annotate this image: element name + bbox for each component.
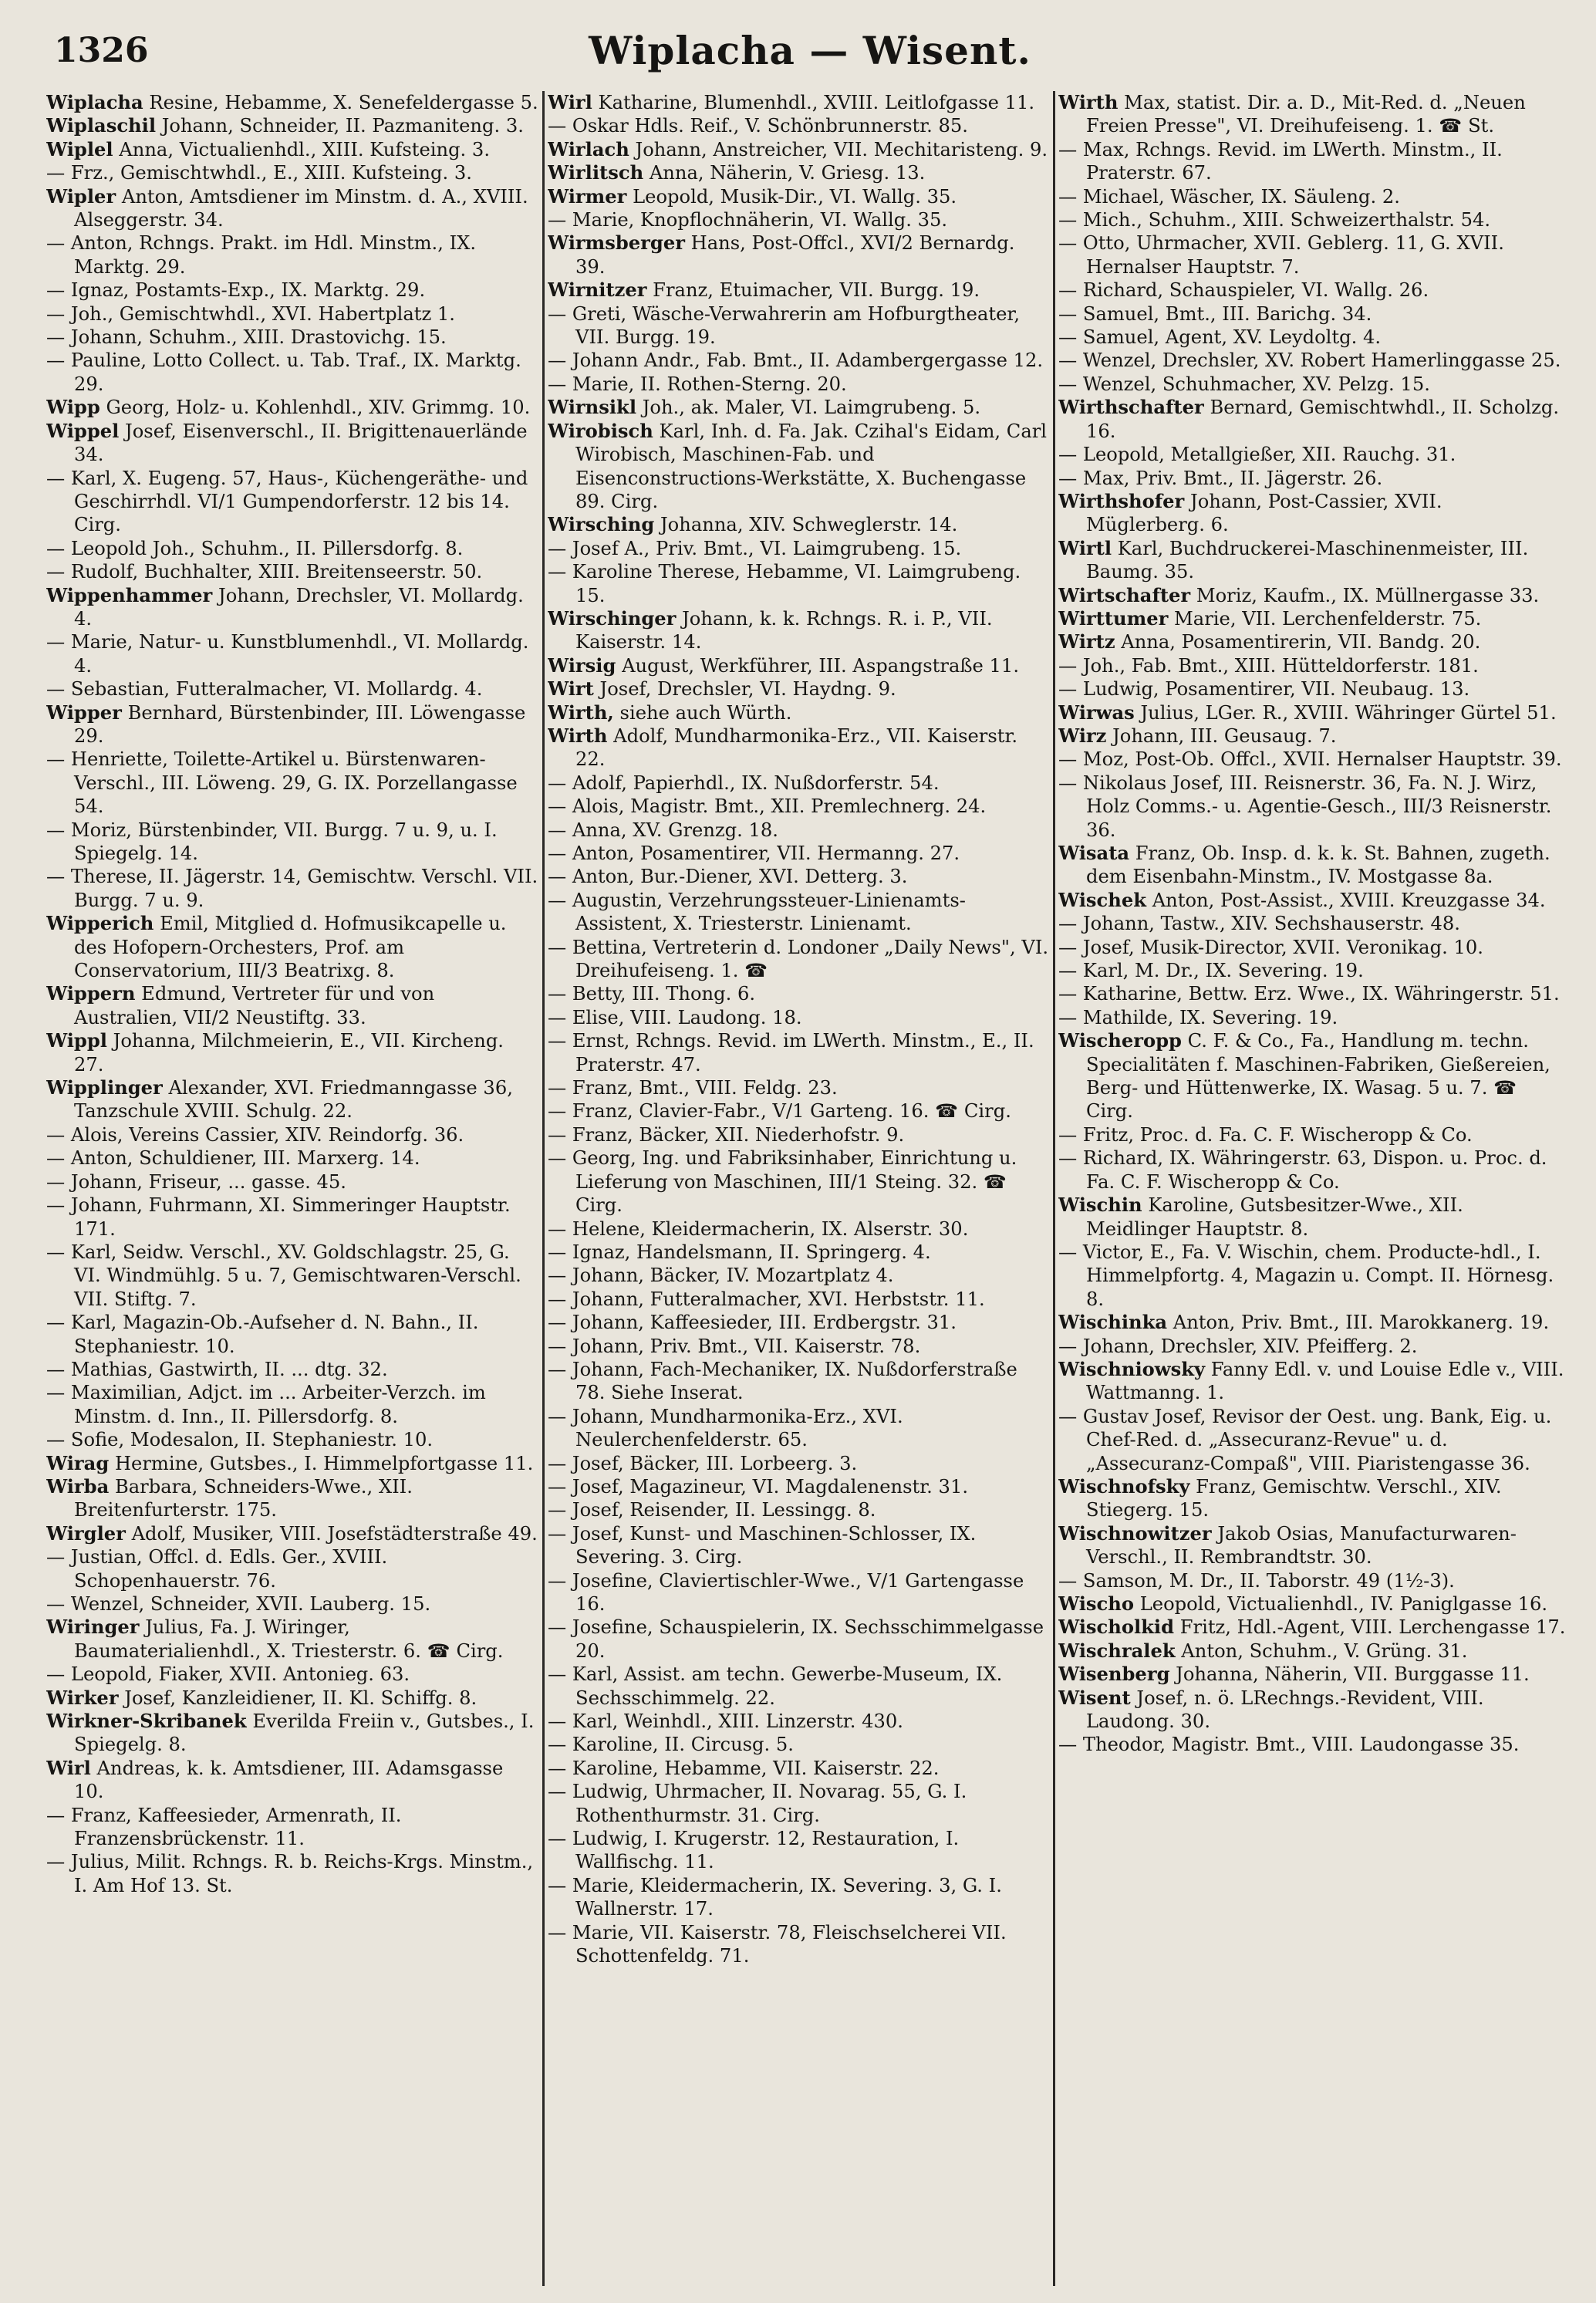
directory-entry: — Marie, VII. Kaiserstr. 78, Fleischselcherei VII. Schottenfeldg. 71. (548, 1921, 1007, 1967)
entry-surname: Wirker (46, 1686, 119, 1709)
directory-entry: Wirnsikl Joh., ak. Maler, VI. Laimgrubeng. 5. (548, 396, 981, 419)
directory-entry: Wischolkid Fritz, Hdl.-Agent, VIII. Lerchengasse 17. (1058, 1616, 1566, 1639)
directory-entry: — Josef, Kunst- und Maschinen-Schlosser, IX. Severing. 3. Cirg. (548, 1522, 977, 1569)
directory-entry: — Nikolaus Josef, III. Reisnerstr. 36, Fa. N. J. Wirz, Holz Comms.- u. Agentie-Gesch., III/3 Reisnerstr. 36. (1058, 772, 1552, 841)
directory-entry: Wipper Bernhard, Bürstenbinder, III. Löwengasse 29. (46, 701, 526, 747)
entry-surname: Wirl (548, 91, 592, 113)
directory-entry: Wischek Anton, Post-Assist., XVIII. Kreuzgasse 34. (1058, 888, 1546, 911)
directory-entry: — Julius, Milit. Rchngs. R. b. Reichs-Krgs. Minstm., I. Am Hof 13. St. (46, 1851, 534, 1896)
entry-surname: Wippl (46, 1029, 107, 1052)
directory-entry: Wirobisch Karl, Inh. d. Fa. Jak. Czihal's Eidam, Carl Wirobisch, Maschinen-Fab. und Eisenconstructions-Werkstätte, X. Buchengasse 89. Cirg. (548, 419, 1048, 512)
directory-entry: Wirmer Leopold, Musik-Dir., VI. Wallg. 35. (548, 184, 957, 208)
directory-entry: — Richard, IX. Währingerstr. 63, Dispon. u. Proc. d. Fa. C. F. Wischeropp & Co. (1058, 1147, 1547, 1193)
entry-surname: Wischniowsky (1058, 1357, 1206, 1380)
entry-surname: Wippern (46, 982, 136, 1005)
entry-surname: Wipp (46, 396, 100, 419)
directory-entry: — Anna, XV. Grenzg. 18. (548, 819, 778, 841)
directory-entry: — Karl, M. Dr., IX. Severing. 19. (1058, 960, 1364, 982)
directory-entry: — Anton, Schuldiener, III. Marxerg. 14. (46, 1147, 420, 1170)
directory-entry: — Karl, Weinhdl., XIII. Linzerstr. 430. (548, 1710, 903, 1733)
directory-entry: — Gustav Josef, Revisor der Oest. ung. Bank, Eig. u. Chef-Red. d. „Assecuranz-Revue" u. d. „Assecuranz-Compaß", VIII. Piaristengasse 36. (1058, 1405, 1552, 1474)
directory-entry: Wippl Johanna, Milchmeierin, E., VII. Kircheng. 27. (46, 1029, 504, 1076)
entry-surname: Wirnitzer (548, 279, 647, 302)
directory-entry: — Leopold, Metallgießer, XII. Rauchg. 31. (1058, 444, 1456, 466)
entry-surname: Wirschinger (548, 606, 677, 630)
entry-surname: Wischek (1058, 888, 1147, 911)
directory-entry: — Mathilde, IX. Severing. 19. (1058, 1006, 1338, 1028)
entry-surname: Wirthschafter (1058, 396, 1204, 419)
entry-surname: Wirsching (548, 513, 655, 536)
directory-entry: — Marie, Natur- u. Kunstblumenhdl., VI. Mollardg. 4. (46, 631, 529, 677)
directory-entry: Wirnitzer Franz, Etuimacher, VII. Burgg. 19. (548, 279, 980, 302)
directory-entry: — Wenzel, Schuhmacher, XV. Pelzg. 15. (1058, 373, 1430, 395)
directory-entry: — Alois, Vereins Cassier, XIV. Reindorfg. 36. (46, 1123, 464, 1146)
entry-surname: Wirnsikl (548, 396, 637, 419)
directory-entry: — Frz., Gemischtwhdl., E., XIII. Kufsteing. 3. (46, 162, 472, 184)
directory-entry: — Franz, Clavier-Fabr., V/1 Garteng. 16. ☎ Cirg. (548, 1100, 1011, 1123)
directory-entry: Wipplinger Alexander, XVI. Friedmanngasse 36, Tanzschule XVIII. Schulg. 22. (46, 1076, 513, 1123)
directory-entry: — Karl, X. Eugeng. 57, Haus-, Küchengeräthe- und Geschirrhdl. VI/1 Gumpendorferstr. 12 bis 14. Cirg. (46, 467, 528, 536)
entry-surname: Wirkner-Skribanek (46, 1710, 247, 1733)
directory-entry: — Anton, Bur.-Diener, XVI. Detterg. 3. (548, 866, 908, 888)
directory-entry: — Richard, Schauspieler, VI. Wallg. 26. (1058, 279, 1429, 302)
directory-entry: — Katharine, Bettw. Erz. Wwe., IX. Währingerstr. 51. (1058, 983, 1560, 1005)
directory-entry: — Samson, M. Dr., II. Taborstr. 49 (1½-3). (1058, 1569, 1455, 1592)
directory-entry: Wirtschafter Moriz, Kaufm., IX. Müllnergasse 33. (1058, 583, 1540, 606)
directory-entry: — Helene, Kleidermacherin, IX. Alserstr. 30. (548, 1217, 969, 1240)
directory-entry: — Johann, Fuhrmann, XI. Simmeringer Hauptstr. 171. (46, 1194, 511, 1240)
directory-entry: — Marie, Kleidermacherin, IX. Severing. 3, G. I. Wallnerstr. 17. (548, 1874, 1002, 1920)
directory-columns (46, 91, 1566, 2286)
page-title: Wiplacha — Wisent. (589, 28, 1031, 73)
directory-entry: — Theodor, Magistr. Bmt., VIII. Laudongasse 35. (1058, 1734, 1520, 1756)
directory-entry: — Franz, Bmt., VIII. Feldg. 23. (548, 1077, 838, 1099)
directory-entry: Wiplaschil Johann, Schneider, II. Pazmaniteng. 3. (46, 114, 524, 137)
directory-entry: Wischeropp C. F. & Co., Fa., Handlung m. techn. Specialitäten f. Maschinen-Fabriken, Gießereien, Berg- und Hüttenwerke, IX. Wasag. 5 u. 7. ☎ Cirg. (1058, 1029, 1550, 1123)
directory-entry: Wippern Edmund, Vertreter für und von Australien, VII/2 Neustiftg. 33. (46, 982, 435, 1028)
directory-entry: Wipp Georg, Holz- u. Kohlenhdl., XIV. Grimmg. 10. (46, 396, 531, 419)
directory-entry: — Wenzel, Drechsler, XV. Robert Hamerlinggasse 25. (1058, 350, 1561, 372)
entry-surname: Wirba (46, 1474, 110, 1498)
entry-surname: Wirag (46, 1451, 110, 1474)
directory-entry: — Joh., Fab. Bmt., XIII. Hütteldorferstr. 181. (1058, 654, 1479, 677)
directory-entry: Wirth, siehe auch Würth. (548, 701, 792, 724)
directory-entry: — Johann, Drechsler, XIV. Pfeifferg. 2. (1058, 1335, 1418, 1357)
directory-entry: Wirl Andreas, k. k. Amtsdiener, III. Adamsgasse 10. (46, 1756, 504, 1803)
directory-entry: Wipler Anton, Amtsdiener im Minstm. d. A., XVIII. Alseggerstr. 34. (46, 184, 528, 231)
directory-entry: Wisent Josef, n. ö. LRechngs.-Revident, VIII. Laudong. 30. (1058, 1686, 1484, 1733)
directory-entry: Wippenhammer Johann, Drechsler, VI. Mollardg. 4. (46, 583, 524, 630)
directory-entry: — Augustin, Verzehrungssteuer-Linienamts-Assistent, X. Triesterstr. Linienamt. (548, 889, 966, 935)
entry-surname: Wipperich (46, 912, 154, 935)
entry-surname: Wiplaschil (46, 114, 157, 137)
directory-column-1 (46, 91, 538, 2286)
entry-surname: Wirl (46, 1756, 91, 1779)
entry-surname: Wiplel (46, 137, 113, 160)
entry-surname: Wirz (1058, 724, 1107, 747)
directory-entry: — Johann, Mundharmonika-Erz., XVI. Neulerchenfelderstr. 65. (548, 1405, 903, 1451)
directory-entry: Wirthschafter Bernard, Gemischtwhdl., II. Scholzg. 16. (1058, 396, 1560, 442)
entry-surname: Wirmer (548, 184, 627, 208)
entry-surname: Wirgler (46, 1521, 126, 1545)
entry-surname: Wipplinger (46, 1076, 163, 1099)
directory-entry: — Anton, Posamentirer, VII. Hermanng. 27. (548, 843, 960, 864)
entry-surname: Wirtz (1058, 630, 1115, 653)
entry-surname: Wirtschafter (1058, 583, 1191, 606)
directory-entry: — Therese, II. Jägerstr. 14, Gemischtw. Verschl. VII. Burgg. 7 u. 9. (46, 866, 538, 911)
entry-surname: Wirlach (548, 137, 629, 160)
directory-entry: Wirgler Adolf, Musiker, VIII. Josefstädterstraße 49. (46, 1521, 538, 1545)
directory-entry: — Anton, Rchngs. Prakt. im Hdl. Minstm., IX. Marktg. 29. (46, 232, 477, 278)
directory-entry: — Johann, Schuhm., XIII. Drastovichg. 15. (46, 326, 447, 349)
directory-entry: — Leopold, Fiaker, XVII. Antonieg. 63. (46, 1663, 410, 1686)
entry-surname: Wirttumer (1058, 606, 1169, 630)
directory-entry: — Victor, E., Fa. V. Wischin, chem. Producte-hdl., I. Himmelpfortg. 4, Magazin u. Compt. II. Hörnesg. 8. (1058, 1241, 1554, 1310)
entry-surname: Wirmsberger (548, 231, 685, 255)
directory-entry: — Ernst, Rchngs. Revid. im LWerth. Minstm., E., II. Praterstr. 47. (548, 1030, 1034, 1076)
directory-entry: Wischo Leopold, Victualienhdl., IV. Paniglgasse 16. (1058, 1592, 1548, 1615)
directory-entry: — Karl, Assist. am techn. Gewerbe-Museum, IX. Sechsschimmelg. 22. (548, 1663, 1003, 1709)
directory-entry: — Rudolf, Buchhalter, XIII. Breitenseerstr. 50. (46, 561, 483, 583)
entry-surname: Wipler (46, 184, 116, 208)
entry-surname: Wirtl (1058, 536, 1112, 559)
directory-entry: — Bettina, Vertreterin d. Londoner „Daily News", VI. Dreihufeiseng. 1. ☎ (548, 936, 1049, 982)
directory-entry: — Mich., Schuhm., XIII. Schweizerthalstr. 54. (1058, 209, 1491, 231)
entry-surname: Wisata (1058, 842, 1130, 864)
directory-entry: — Elise, VIII. Laudong. 18. (548, 1006, 802, 1028)
entry-surname: Wirth, (548, 701, 614, 724)
directory-entry: — Karl, Magazin-Ob.-Aufseher d. N. Bahn., II. Stephaniestr. 10. (46, 1312, 479, 1357)
directory-entry: Wisenberg Johanna, Näherin, VII. Burggasse 11. (1058, 1663, 1530, 1686)
directory-entry: Wirlitsch Anna, Näherin, V. Griesg. 13. (548, 161, 926, 184)
directory-entry: — Adolf, Papierhdl., IX. Nußdorferstr. 54. (548, 772, 940, 794)
directory-entry: Wiplel Anna, Victualienhdl., XIII. Kufsteing. 3. (46, 137, 491, 160)
entry-surname: Wischnowitzer (1058, 1521, 1212, 1545)
entry-surname: Wirth (548, 724, 608, 747)
directory-entry: Wirthshofer Johann, Post-Cassier, XVII. Müglerberg. 6. (1058, 489, 1442, 536)
directory-entry: Wirschinger Johann, k. k. Rchngs. R. i. P., VII. Kaiserstr. 14. (548, 606, 993, 653)
directory-entry: Wirt Josef, Drechsler, VI. Haydng. 9. (548, 677, 896, 701)
directory-entry: Wirlach Johann, Anstreicher, VII. Mechitaristeng. 9. (548, 137, 1048, 160)
directory-entry: Wischniowsky Fanny Edl. v. und Louise Edle v., VIII. Wattmanng. 1. (1058, 1357, 1564, 1404)
directory-entry: — Ignaz, Handelsmann, II. Springerg. 4. (548, 1241, 931, 1263)
directory-entry: — Otto, Uhrmacher, XVII. Geblerg. 11, G. XVII. Hernalser Hauptstr. 7. (1058, 232, 1504, 278)
directory-entry: — Pauline, Lotto Collect. u. Tab. Traf., IX. Marktg. 29. (46, 350, 521, 395)
directory-entry: — Max, Priv. Bmt., II. Jägerstr. 26. (1058, 467, 1383, 489)
directory-entry: — Johann, Priv. Bmt., VII. Kaiserstr. 78. (548, 1335, 921, 1357)
directory-entry: — Ignaz, Postamts-Exp., IX. Marktg. 29. (46, 279, 426, 302)
directory-entry: — Josefine, Claviertischler-Wwe., V/1 Gartengasse 16. (548, 1569, 1024, 1615)
directory-entry: Wirba Barbara, Schneiders-Wwe., XII. Breitenfurterstr. 175. (46, 1474, 413, 1521)
directory-entry: — Greti, Wäsche-Verwahrerin am Hofburgtheater, VII. Burgg. 19. (548, 302, 1021, 349)
directory-entry: Wischnofsky Franz, Gemischtw. Verschl., XIV. Stiegerg. 15. (1058, 1474, 1502, 1521)
directory-entry: Wischinka Anton, Priv. Bmt., III. Marokkanerg. 19. (1058, 1311, 1550, 1334)
directory-entry: — Ludwig, Posamentirer, VII. Neubaug. 13. (1058, 678, 1470, 701)
directory-entry: — Josef A., Priv. Bmt., VI. Laimgrubeng. 15. (548, 537, 962, 559)
directory-entry: Wirtl Karl, Buchdruckerei-Maschinenmeister, III. Baumg. 35. (1058, 536, 1529, 583)
entry-surname: Wirlitsch (548, 161, 644, 184)
directory-entry: Wirsching Johanna, XIV. Schweglerstr. 14. (548, 513, 958, 536)
directory-entry: Wirkner-Skribanek Everilda Freiin v., Gutsbes., I. Spiegelg. 8. (46, 1710, 535, 1756)
directory-entry: — Moz, Post-Ob. Offcl., XVII. Hernalser Hauptstr. 39. (1058, 748, 1562, 771)
directory-entry: — Ludwig, Uhrmacher, II. Novarag. 55, G. I. Rothenthurmstr. 31. Cirg. (548, 1781, 967, 1826)
entry-surname: Wischinka (1058, 1311, 1168, 1334)
directory-entry: Wipperich Emil, Mitglied d. Hofmusikcapelle u. des Hofopern-Orchesters, Prof. am Conservatorium, III/3 Beatrixg. 8. (46, 912, 507, 982)
directory-entry: Wirth Max, statist. Dir. a. D., Mit-Red. d. „Neuen Freien Presse", VI. Dreihufeiseng. 1. ☎ St. (1058, 91, 1526, 137)
directory-entry: — Maximilian, Adjct. im ... Arbeiter-Verzch. im Minstm. d. Inn., II. Pillersdorfg. 8. (46, 1382, 486, 1427)
directory-entry: — Josef, Magazineur, VI. Magdalenenstr. 31. (548, 1475, 969, 1498)
directory-entry: — Karoline Therese, Hebamme, VI. Laimgrubeng. 15. (548, 561, 1021, 606)
directory-entry: Wirtz Anna, Posamentirerin, VII. Bandg. 20. (1058, 630, 1481, 653)
directory-entry: — Leopold Joh., Schuhm., II. Pillersdorfg. 8. (46, 537, 464, 559)
directory-entry: — Wenzel, Schneider, XVII. Lauberg. 15. (46, 1593, 431, 1615)
page-number: 1326 (54, 31, 149, 70)
entry-surname: Wisenberg (1058, 1663, 1170, 1686)
directory-entry: Wischin Karoline, Gutsbesitzer-Wwe., XII. Meidlinger Hauptstr. 8. (1058, 1194, 1463, 1240)
entry-surname: Wischralek (1058, 1639, 1176, 1662)
directory-entry: Wirag Hermine, Gutsbes., I. Himmelpfortgasse 11. (46, 1451, 534, 1474)
entry-surname: Wischeropp (1058, 1029, 1182, 1052)
directory-entry: Wirl Katharine, Blumenhdl., XVIII. Leitlofgasse 11. (548, 91, 1035, 113)
directory-entry: — Franz, Kaffeesieder, Armenrath, II. Franzensbrückenstr. 11. (46, 1804, 402, 1850)
directory-entry: Wirth Adolf, Mundharmonika-Erz., VII. Kaiserstr. 22. (548, 724, 1018, 771)
directory-entry: — Alois, Magistr. Bmt., XII. Premlechnerg. 24. (548, 795, 987, 818)
directory-entry: — Sofie, Modesalon, II. Stephaniestr. 10. (46, 1429, 434, 1451)
directory-entry: — Franz, Bäcker, XII. Niederhofstr. 9. (548, 1123, 905, 1146)
entry-surname: Wirt (548, 677, 594, 701)
entry-surname: Wirsig (548, 653, 616, 677)
directory-entry: — Karl, Seidw. Verschl., XV. Goldschlagstr. 25, G. VI. Windmühlg. 5 u. 7, Gemischtwaren-Verschl. VII. Stiftg. 7. (46, 1241, 521, 1310)
directory-entry: Wirmsberger Hans, Post-Offcl., XVI/2 Bernardg. 39. (548, 231, 1015, 278)
directory-entry: — Georg, Ing. und Fabriksinhaber, Einrichtung u. Lieferung von Maschinen, III/1 Steing. 32. ☎ Cirg. (548, 1147, 1017, 1217)
directory-entry: — Mathias, Gastwirth, II. ... dtg. 32. (46, 1358, 388, 1380)
directory-entry: — Fritz, Proc. d. Fa. C. F. Wischeropp & Co. (1058, 1123, 1473, 1146)
directory-entry: — Justian, Offcl. d. Edls. Ger., XVIII. Schopenhauerstr. 76. (46, 1546, 388, 1592)
directory-entry: — Karoline, II. Circusg. 5. (548, 1734, 794, 1756)
directory-entry: — Johann, Futteralmacher, XVI. Herbststr. 11. (548, 1288, 985, 1310)
directory-entry: — Samuel, Bmt., III. Barichg. 34. (1058, 302, 1372, 325)
entry-surname: Wirth (1058, 91, 1119, 113)
directory-entry: — Ludwig, I. Krugerstr. 12, Restauration, I. Wallfischg. 11. (548, 1828, 960, 1873)
directory-entry: — Moriz, Bürstenbinder, VII. Burgg. 7 u. 9, u. I. Spiegelg. 14. (46, 819, 498, 864)
entry-surname: Wirwas (1058, 701, 1135, 724)
entry-surname: Wischin (1058, 1194, 1142, 1217)
entry-surname: Wischolkid (1058, 1616, 1175, 1639)
directory-entry: — Johann, Friseur, ... gasse. 45. (46, 1170, 346, 1193)
directory-entry: Wiringer Julius, Fa. J. Wiringer, Baumaterialienhdl., X. Triesterstr. 6. ☎ Cirg. (46, 1616, 504, 1662)
entry-surname: Wischo (1058, 1592, 1134, 1615)
directory-entry: — Karoline, Hebamme, VII. Kaiserstr. 22. (548, 1757, 940, 1779)
directory-entry: Wischnowitzer Jakob Osias, Manufacturwaren-Verschl., II. Rembrandtstr. 30. (1058, 1521, 1517, 1569)
directory-entry: — Joh., Gemischtwhdl., XVI. Habertplatz 1. (46, 302, 455, 325)
entry-surname: Wiringer (46, 1616, 140, 1639)
directory-entry: — Michael, Wäscher, IX. Säuleng. 2. (1058, 185, 1400, 208)
directory-entry: Wirz Johann, III. Geusaug. 7. (1058, 724, 1337, 747)
directory-entry: Wisata Franz, Ob. Insp. d. k. k. St. Bahnen, zugeth. dem Eisenbahn-Minstm., IV. Mostgasse 8a. (1058, 842, 1550, 888)
directory-entry: — Marie, Knopflochnäherin, VI. Wallg. 35. (548, 209, 948, 231)
directory-entry: — Johann, Kaffeesieder, III. Erdbergstr. 31. (548, 1312, 957, 1334)
entry-surname: Wiplacha (46, 91, 143, 113)
directory-column-2 (548, 91, 1049, 2286)
directory-entry: — Josef, Musik-Director, XVII. Veronikag. 10. (1058, 936, 1483, 958)
directory-entry: — Johann, Bäcker, IV. Mozartplatz 4. (548, 1265, 894, 1287)
directory-entry: — Max, Rchngs. Revid. im LWerth. Minstm., II. Praterstr. 67. (1058, 138, 1503, 184)
directory-entry: — Sebastian, Futteralmacher, VI. Mollardg. 4. (46, 678, 483, 701)
directory-entry: Wirsig August, Werkführer, III. Aspangstraße 11. (548, 653, 1020, 677)
directory-entry: Wiplacha Resine, Hebamme, X. Senefeldergasse 5. (46, 91, 538, 113)
directory-entry: — Johann, Fach-Mechaniker, IX. Nußdorferstraße 78. Siehe Inserat. (548, 1358, 1017, 1404)
directory-entry: — Josef, Bäcker, III. Lorbeerg. 3. (548, 1452, 858, 1474)
entry-surname: Wippenhammer (46, 583, 213, 606)
directory-entry: — Samuel, Agent, XV. Leydoltg. 4. (1058, 326, 1382, 349)
directory-entry: — Johann, Tastw., XIV. Sechshauserstr. 48. (1058, 913, 1460, 935)
directory-entry: Wischralek Anton, Schuhm., V. Grüng. 31. (1058, 1639, 1468, 1662)
directory-column-3 (1058, 91, 1566, 2286)
entry-surname: Wirthshofer (1058, 489, 1185, 512)
directory-entry: Wirwas Julius, LGer. R., XVIII. Währinger Gürtel 51. (1058, 701, 1557, 724)
entry-surname: Wisent (1058, 1686, 1131, 1709)
directory-entry: — Johann Andr., Fab. Bmt., II. Adambergergasse 12. (548, 350, 1044, 372)
entry-surname: Wippel (46, 419, 120, 442)
directory-entry: — Josefine, Schauspielerin, IX. Sechsschimmelgasse 20. (548, 1616, 1044, 1662)
directory-entry: Wippel Josef, Eisenverschl., II. Brigittenauerlände 34. (46, 419, 528, 466)
entry-surname: Wischnofsky (1058, 1474, 1190, 1498)
directory-entry: — Henriette, Toilette-Artikel u. Bürstenwaren-Verschl., III. Löweng. 29, G. IX. Porzellangasse 54. (46, 748, 518, 818)
directory-entry: — Betty, III. Thong. 6. (548, 983, 756, 1005)
entry-surname: Wirobisch (548, 419, 653, 442)
directory-entry: — Josef, Reisender, II. Lessingg. 8. (548, 1499, 876, 1521)
entry-surname: Wipper (46, 701, 122, 724)
directory-entry: Wirttumer Marie, VII. Lerchenfelderstr. 75. (1058, 606, 1482, 630)
directory-entry: — Marie, II. Rothen-Sterng. 20. (548, 373, 847, 395)
page-header (54, 28, 1566, 76)
directory-entry: — Oskar Hdls. Reif., V. Schönbrunnerstr. 85. (548, 115, 968, 137)
directory-entry: Wirker Josef, Kanzleidiener, II. Kl. Schiffg. 8. (46, 1686, 477, 1709)
